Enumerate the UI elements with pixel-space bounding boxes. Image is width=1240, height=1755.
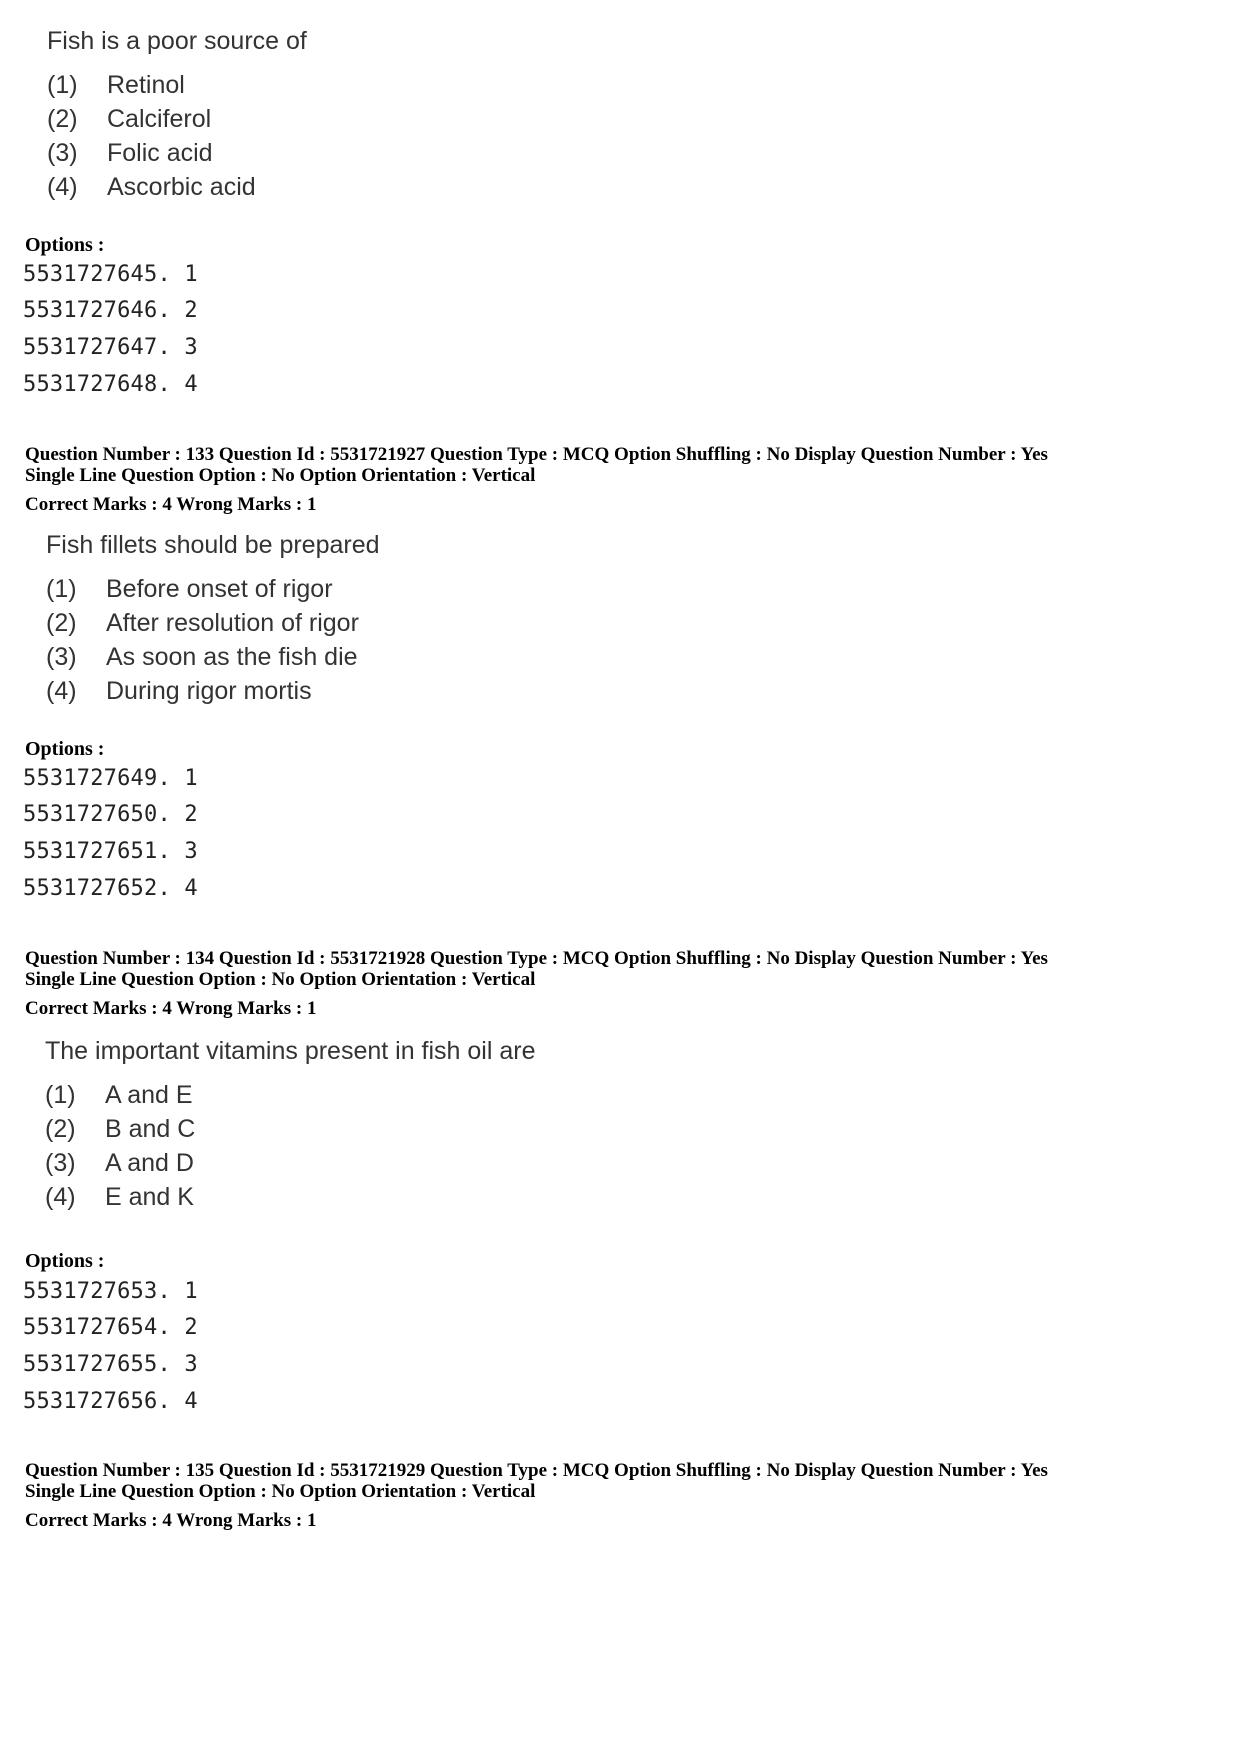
question-meta-line2: Single Line Question Option : No Option Orientation : Vertical [25,465,536,486]
choice-text: Folic acid [107,139,213,167]
option-row: 5531727648. 4 [23,372,198,397]
choice-number: (4) [45,1183,76,1211]
option-row: 5531727649. 1 [23,766,198,791]
choice-number: (2) [46,609,77,637]
question-marks: Correct Marks : 4 Wrong Marks : 1 [25,1510,317,1531]
choice-item [46,674,380,708]
option-row: 5531727645. 1 [23,262,198,287]
choice-item [45,1112,536,1146]
option-row: 5531727653. 1 [23,1279,198,1304]
option-row: 5531727656. 4 [23,1389,198,1414]
choice-number: (3) [45,1149,76,1177]
choice-item [47,102,307,136]
question-text: Fish fillets should be prepared [46,531,380,559]
options-label: Options : [25,738,105,760]
question-image [45,1036,536,1214]
option-row: 5531727650. 2 [23,802,198,827]
question-meta-line1: Question Number : 134 Question Id : 5531721928 Question Type : MCQ Option Shuffling : No Display Question Number : Yes [25,948,1048,969]
choice-text: E and K [105,1183,194,1211]
options-label: Options : [25,234,105,256]
question-text: The important vitamins present in fish oil are [45,1037,536,1065]
option-row: 5531727655. 3 [23,1352,198,1377]
choice-text: During rigor mortis [106,677,312,705]
choice-number: (4) [47,173,78,201]
choice-number: (4) [46,677,77,705]
choice-number: (3) [46,643,77,671]
choice-number: (2) [45,1115,76,1143]
question-marks: Correct Marks : 4 Wrong Marks : 1 [25,998,317,1019]
question-image [47,26,307,204]
choice-text: Calciferol [107,105,212,133]
option-row: 5531727646. 2 [23,298,198,323]
choice-number: (3) [47,139,78,167]
choice-text: A and E [105,1081,193,1109]
question-text: Fish is a poor source of [47,27,307,55]
choice-text: Before onset of rigor [106,575,333,603]
choice-text: Ascorbic acid [107,173,256,201]
question-marks: Correct Marks : 4 Wrong Marks : 1 [25,494,317,515]
choice-number: (1) [47,71,78,99]
choice-item [46,606,380,640]
question-image [46,530,380,708]
option-row: 5531727647. 3 [23,335,198,360]
choice-item [45,1180,536,1214]
choice-item [45,1078,536,1112]
choice-number: (1) [45,1081,76,1109]
choice-item [47,68,307,102]
choice-item [46,572,380,606]
choice-text: As soon as the fish die [106,643,358,671]
question-meta-line2: Single Line Question Option : No Option Orientation : Vertical [25,969,536,990]
choice-item [46,640,380,674]
question-meta-line1: Question Number : 135 Question Id : 5531721929 Question Type : MCQ Option Shuffling : No Display Question Number : Yes [25,1460,1048,1481]
choice-text: Retinol [107,71,185,99]
option-row: 5531727652. 4 [23,876,198,901]
choice-number: (1) [46,575,77,603]
choice-item [45,1146,536,1180]
option-row: 5531727651. 3 [23,839,198,864]
choice-item [47,170,307,204]
choice-text: A and D [105,1149,194,1177]
question-meta-line2: Single Line Question Option : No Option Orientation : Vertical [25,1481,536,1502]
choice-text: After resolution of rigor [106,609,359,637]
options-label: Options : [25,1250,105,1272]
question-meta-line1: Question Number : 133 Question Id : 5531721927 Question Type : MCQ Option Shuffling : No Display Question Number : Yes [25,444,1048,465]
choice-item [47,136,307,170]
choice-number: (2) [47,105,78,133]
choice-text: B and C [105,1115,196,1143]
option-row: 5531727654. 2 [23,1315,198,1340]
